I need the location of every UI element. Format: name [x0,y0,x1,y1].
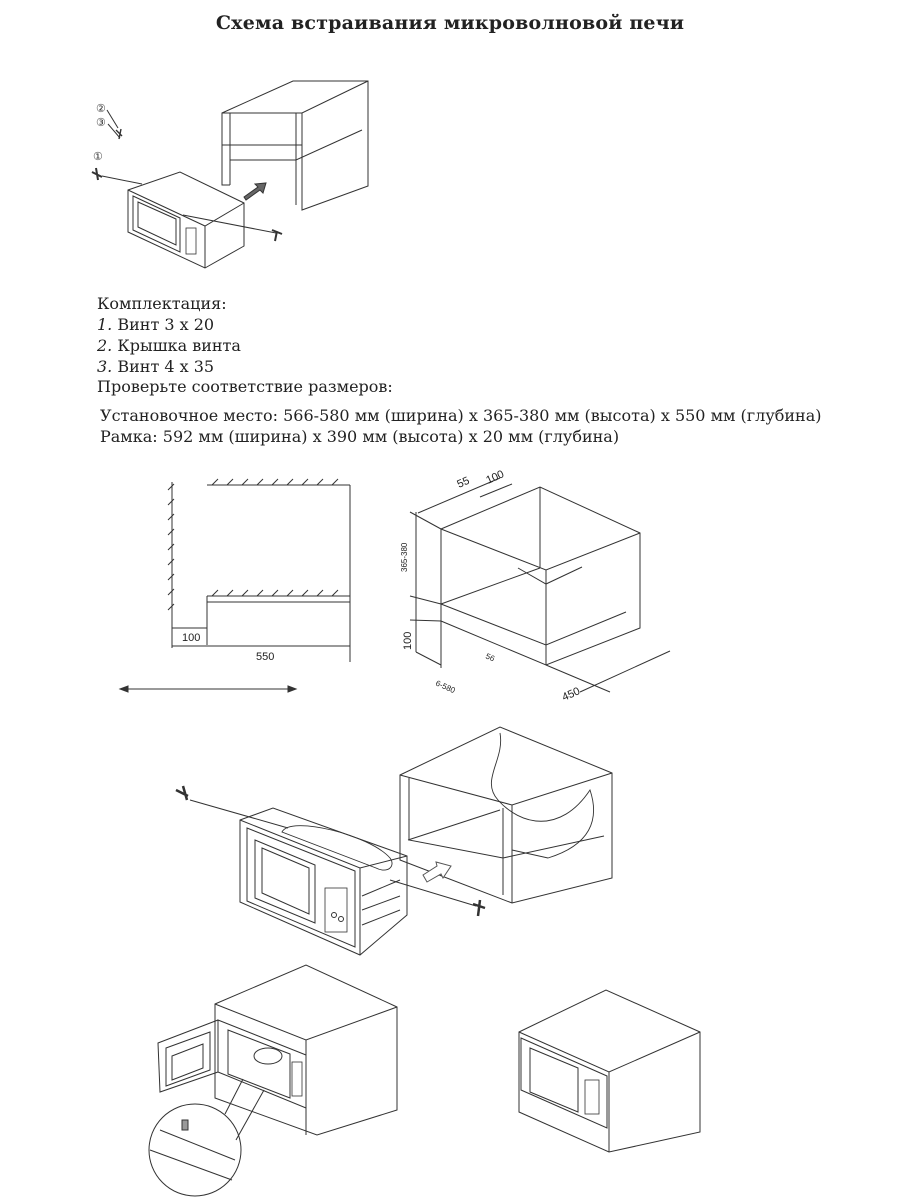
callout-2: ② [96,102,106,115]
leader-line [190,800,288,828]
dim-100: 100 [182,632,201,644]
iso-niche-dimensions [400,468,670,703]
dim-55: 55 [455,474,472,491]
kit-item-2: 2. Крышка винта [97,336,241,355]
leader-line [183,215,276,233]
screw-icon [272,230,282,241]
dim-100-top: 100 [484,468,506,487]
screw-icon [92,168,102,180]
microwave-with-frame [128,172,244,268]
insert-arrow-icon [423,862,451,882]
dim-100-left: 100 [402,631,414,650]
frame-dims: Рамка: 592 мм (ширина) х 390 мм (высота) х 20 мм (глубина) [100,427,620,446]
callout-1: ① [93,150,103,163]
leader-line [108,124,120,138]
dim-365-380: 365-380 [400,542,409,572]
dim-56: 56 [484,651,496,664]
finished-view [519,990,700,1152]
callout-3: ③ [96,116,106,129]
page-title: Схема встраивания микроволновой печи [215,12,685,34]
install-place-dims: Установочное место: 566-580 мм (ширина) х 365-380 мм (высота) х 550 мм (глубина) [100,406,822,425]
kit-item-1: 1. Винт 3 х 20 [97,315,215,334]
dim-550: 550 [256,651,275,663]
exploded-view [92,81,368,268]
kit-item-3: 3. Винт 4 х 35 [97,357,215,376]
cabinet [222,81,368,210]
kit-heading: Комплектация: [97,294,227,313]
dim-6-580: 6-580 [434,678,457,696]
dim-450: 450 [560,685,582,704]
insertion-view [176,727,612,955]
insert-arrow-icon [244,183,266,200]
leader-line [102,176,142,184]
open-door-view [149,965,397,1196]
side-section [120,479,350,692]
screw-icon [176,786,188,800]
check-heading: Проверьте соответствие размеров: [97,377,393,396]
microwave-with-frame [240,808,407,955]
screw-icon [473,900,485,916]
